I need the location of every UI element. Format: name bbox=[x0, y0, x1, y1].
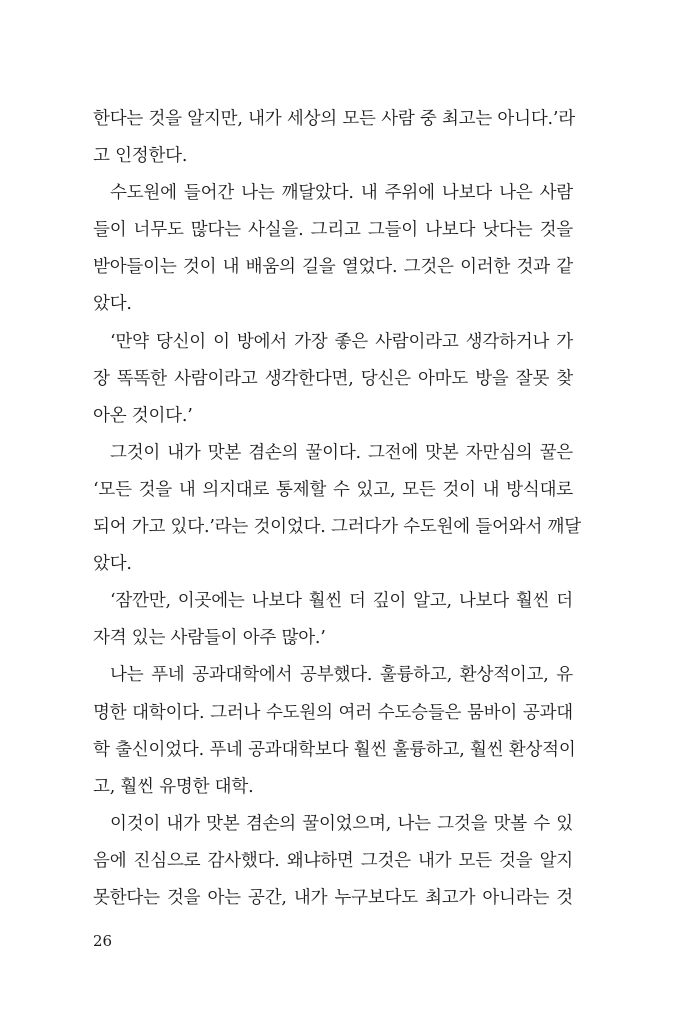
text-line: 되어 가고 있다.’라는 것이었다. 그러다가 수도원에 들어와서 깨달 bbox=[93, 517, 581, 538]
text-line: 음에 진심으로 감사했다. 왜냐하면 그것은 내가 모든 것을 알지 bbox=[93, 850, 573, 871]
text-line: 자격 있는 사람들이 아주 많아.’ bbox=[93, 628, 326, 649]
text-line: ‘모든 것을 내 의지대로 통제할 수 있고, 모든 것이 내 방식대로 bbox=[93, 479, 573, 500]
text-line: 그것이 내가 맛본 겸손의 꿀이다. 그전에 맛본 자만심의 꿀은 bbox=[110, 442, 573, 463]
text-line: ‘잠깐만, 이곳에는 나보다 훨씬 더 깊이 알고, 나보다 훨씬 더 bbox=[110, 591, 573, 612]
body-text bbox=[93, 101, 581, 917]
text-line: ‘만약 당신이 이 방에서 가장 좋은 사람이라고 생각하거나 가 bbox=[110, 331, 573, 352]
text-line: 았다. bbox=[93, 554, 132, 575]
page-number: 26 bbox=[93, 932, 113, 950]
text-line: 고, 훨씬 유명한 대학. bbox=[93, 776, 254, 797]
text-line: 받아들이는 것이 내 배움의 길을 열었다. 그것은 이러한 것과 같 bbox=[93, 257, 573, 278]
text-line: 았다. bbox=[93, 294, 132, 315]
text-line: 학 출신이었다. 푸네 공과대학보다 훨씬 훌륭하고, 훨씬 환상적이 bbox=[93, 739, 576, 760]
text-line: 이것이 내가 맛본 겸손의 꿀이었으며, 나는 그것을 맛볼 수 있 bbox=[110, 813, 573, 834]
text-line: 나는 푸네 공과대학에서 공부했다. 훌륭하고, 환상적이고, 유 bbox=[110, 665, 573, 686]
text-line: 한다는 것을 알지만, 내가 세상의 모든 사람 중 최고는 아니다.’라 bbox=[93, 109, 575, 129]
text-line: 고 인정한다. bbox=[93, 146, 188, 167]
text-line: 들이 너무도 많다는 사실을. 그리고 그들이 나보다 낫다는 것을 bbox=[93, 220, 573, 241]
text-line: 못한다는 것을 아는 공간, 내가 누구보다도 최고가 아니라는 것 bbox=[93, 887, 573, 908]
text-line: 아온 것이다.’ bbox=[93, 405, 193, 426]
text-line: 명한 대학이다. 그러나 수도원의 여러 수도승들은 뭄바이 공과대 bbox=[93, 702, 573, 723]
text-line: 장 똑똑한 사람이라고 생각한다면, 당신은 아마도 방을 잘못 찾 bbox=[93, 368, 573, 389]
text-line: 수도원에 들어간 나는 깨달았다. 내 주위에 나보다 나은 사람 bbox=[110, 183, 573, 204]
